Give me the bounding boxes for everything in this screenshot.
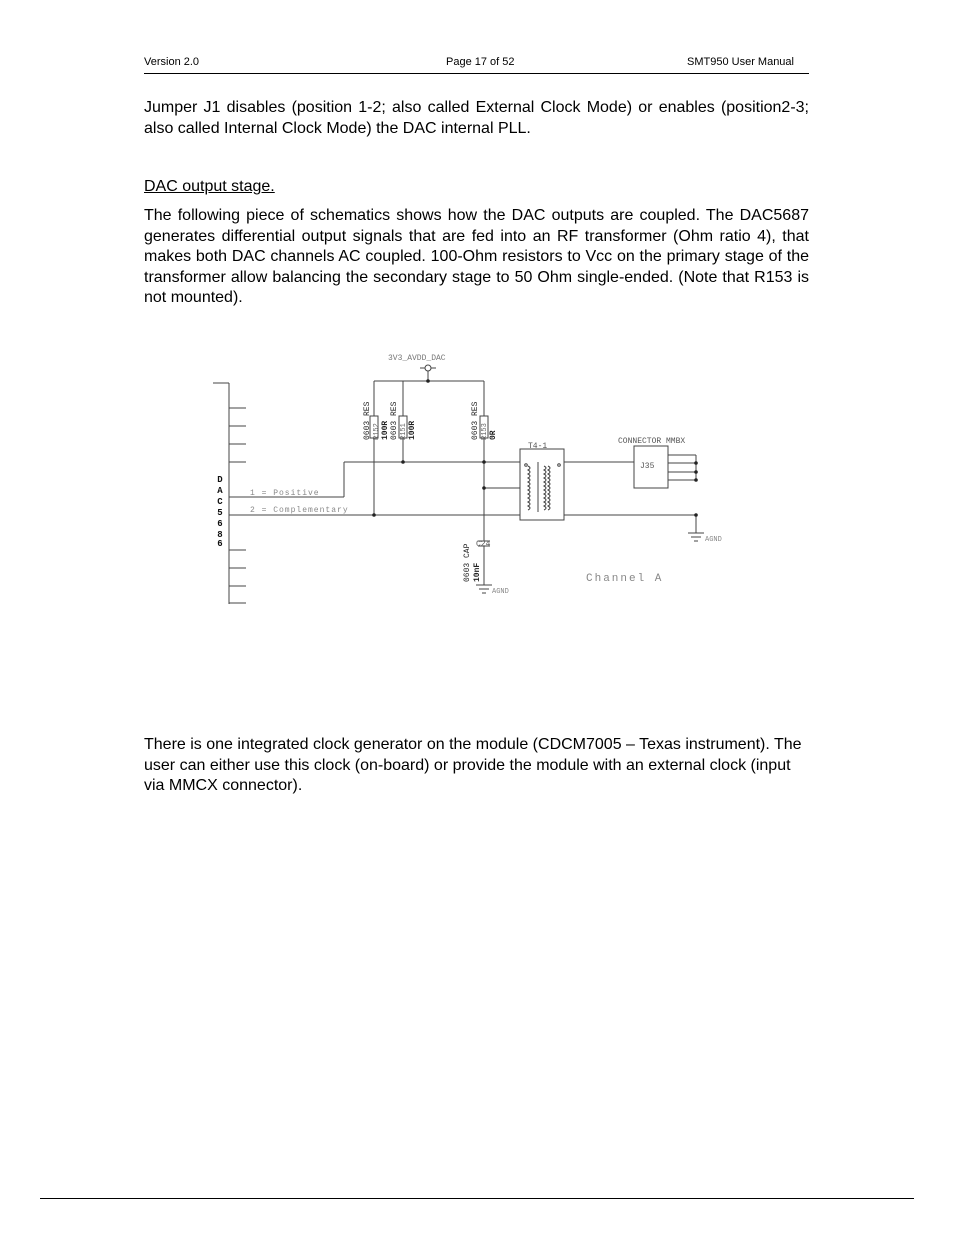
resistor-value: 0R (489, 430, 498, 440)
header-rule (144, 73, 809, 74)
chip-letter: D (217, 475, 223, 485)
ground-label: AGND (705, 536, 722, 544)
supply-label: 3V3_AVDD_DAC (388, 354, 446, 363)
capacitor-value: 10nF (473, 562, 482, 582)
resistor-package: 0603 RES (471, 401, 480, 440)
pin-complementary-label: 2 = Complementary (250, 506, 349, 515)
resistor-ref: R153 (481, 423, 489, 440)
resistor-value: 100R (381, 420, 390, 440)
resistor-ref: R151 (400, 423, 408, 440)
channel-label: Channel A (586, 573, 664, 585)
connector-ref: J35 (640, 462, 655, 471)
transformer-label: T4-1 (528, 442, 548, 451)
resistor-ref: R152 (373, 423, 381, 440)
chip-letter: 5 (217, 508, 223, 518)
chip-letter: 6 (217, 519, 223, 529)
resistor-package: 0603 RES (363, 401, 372, 440)
resistor-value: 100R (408, 420, 417, 440)
pin-positive-label: 1 = Positive (250, 489, 320, 498)
header-version: Version 2.0 (144, 56, 200, 68)
chip-letter: 6 (217, 539, 223, 549)
section-heading: DAC output stage. (144, 178, 275, 195)
jumper-paragraph: Jumper J1 disables (position 1-2; also called External Clock Mode) or enables (position2-3; also called Internal Clock Mode) the DAC internal PLL. (144, 99, 809, 137)
connector-label: CONNECTOR MMBX (618, 437, 686, 446)
header-manual-title: SMT950 User Manual (687, 56, 794, 68)
resistor-package: 0603 RES (390, 401, 399, 440)
dac-output-schematic (200, 345, 760, 610)
clock-paragraph: There is one integrated clock generator on the module (CDCM7005 – Texas instrument). The user can either use this clock (on-board) or provide the module with an external clock (input via MMCX connector). (144, 736, 802, 794)
capacitor-package: 0603 CAP (463, 543, 472, 582)
ground-label: AGND (492, 588, 509, 596)
dac-output-paragraph: The following piece of schematics shows how the DAC outputs are coupled. The DAC5687 generates differential output signals that are fed into an RF transformer (Ohm ratio 4), that makes both DAC channels AC coupled. 100-Ohm resistors to Vcc on the primary stage of the transformer allow balancing the secondary stage to 50 Ohm single-ended. (Note that R153 is not mounted). (144, 207, 809, 306)
chip-letter: C (217, 497, 223, 507)
header-page-number: Page 17 of 52 (446, 56, 515, 68)
chip-letter: 8 (217, 530, 223, 540)
footer-rule (40, 1198, 914, 1199)
capacitor-ref: C24 (476, 540, 491, 549)
chip-letter: A (217, 486, 223, 496)
